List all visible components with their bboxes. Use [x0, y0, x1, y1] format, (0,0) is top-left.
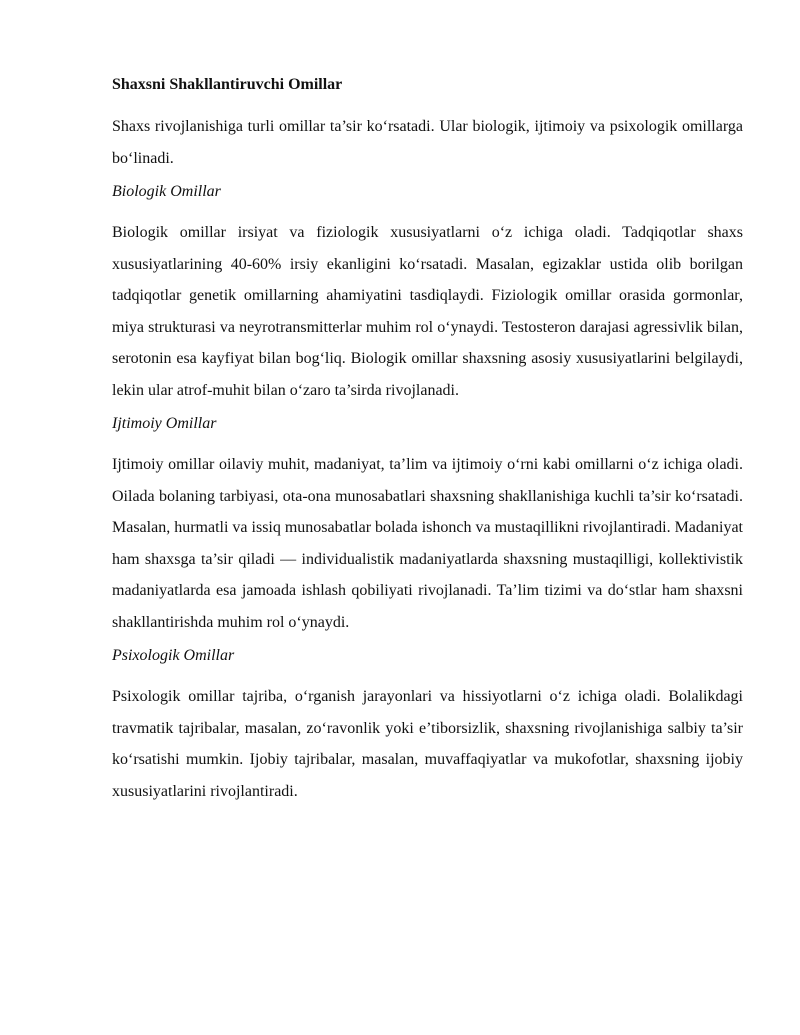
- section-heading-psixologik: Psixologik Omillar: [112, 647, 235, 664]
- section-heading-biologik: Biologik Omillar: [112, 183, 221, 200]
- intro-paragraph: Shaxs rivojlanishiga turli omillar ta’sir ko‘rsatadi. Ular biologik, ijtimoiy va psixologik omillarga bo‘linadi.: [112, 118, 743, 167]
- section-heading-ijtimoiy: Ijtimoiy Omillar: [112, 415, 217, 432]
- document-title: Shaxsni Shakllantiruvchi Omillar: [112, 76, 343, 93]
- section-paragraph-biologik: Biologik omillar irsiyat va fiziologik xususiyatlarni o‘z ichiga oladi. Tadqiqotlar shaxs xususiyatlarining 40-60% irsiy ekanligini ko‘rsatadi. Masalan, egizaklar ustida olib borilgan tadqiqotlar genetik omillarning ahamiyatini tasdiqlaydi. Fiziologik omillar orasida gormonlar, miya strukturasi va neyrotransmitterlar muhim rol o‘ynaydi. Testosteron darajasi agressivlik bilan, serotonin esa kayfiyat bilan bog‘liq. Biologik omillar shaxsning asosiy xususiyatlarini belgilaydi, lekin ular atrof-muhit bilan o‘zaro ta’sirda rivojlanadi.: [112, 224, 743, 399]
- section-paragraph-psixologik: Psixologik omillar tajriba, o‘rganish jarayonlari va hissiyotlarni o‘z ichiga oladi. Bolalikdagi travmatik tajribalar, masalan, zo‘ravonlik yoki e’tiborsizlik, shaxsning rivojlanishiga salbiy ta’sir ko‘rsatishi mumkin. Ijobiy tajribalar, masalan, muvaffaqiyatlar va mukofotlar, shaxsning ijobiy xususiyatlarini rivojlantiradi.: [112, 688, 743, 800]
- section-paragraph-ijtimoiy: Ijtimoiy omillar oilaviy muhit, madaniyat, ta’lim va ijtimoiy o‘rni kabi omillarni o‘z ichiga oladi. Oilada bolaning tarbiyasi, ota-ona munosabatlari shaxsning shakllanishiga kuchli ta’sir ko‘rsatadi. Masalan, hurmatli va issiq munosabatlar bolada ishonch va mustaqillikni rivojlantiradi. Madaniyat ham shaxsga ta’sir qiladi — individualistik madaniyatlarda shaxsning mustaqilligi, kollektivistik madaniyatlarda esa jamoada ishlash qobiliyati rivojlanadi. Ta’lim tizimi va do‘stlar ham shaxsni shakllantirishda muhim rol o‘ynaydi.: [112, 456, 743, 631]
- document-page: [112, 74, 743, 814]
